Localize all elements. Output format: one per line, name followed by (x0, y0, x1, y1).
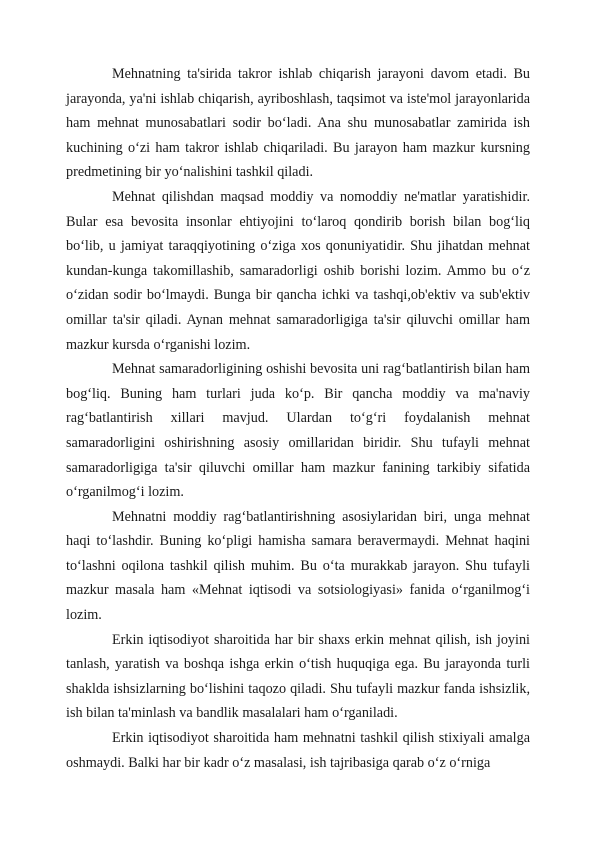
paragraph-5: Erkin iqtisodiyot sharoitida har bir shaxs erkin mehnat qilish, ish joyini tanlash, yaratish va boshqa ishga erkin o‘tish huquqiga ega. Bu jarayonda turli shaklda ishsizlarning bo‘lishini taqozo qiladi. Shu tufayli mazkur fanda ishsizlik, ish bilan ta'minlash va bandlik masalalari ham o‘rganiladi. (66, 631, 530, 722)
body-text (66, 62, 530, 775)
paragraph-6: Erkin iqtisodiyot sharoitida ham mehnatni tashkil qilish stixiyali amalga oshmaydi. Balki har bir kadr o‘z masalasi, ish tajribasiga qarab o‘z o‘rniga (66, 730, 530, 771)
paragraph-1: Mehnatning ta'sirida takror ishlab chiqarish jarayoni davom etadi. Bu jarayonda, ya'ni ishlab chiqarish, ayriboshlash, taqsimot va iste'mol jarayonlarida ham mehnat munosabatlari sodir bo‘ladi. Ana shu munosabatlar zamirida ish kuchining o‘zi ham takror ishlab chiqariladi. Bu jarayon ham mazkur kursning predmetining bir yo‘nalishini tashkil qiladi. (66, 66, 530, 181)
paragraph-4: Mehnatni moddiy rag‘batlantirishning asosiylaridan biri, unga mehnat haqi to‘lashdir. Buning ko‘pligi hamisha samara beravermaydi. Mehnat haqini to‘lashni oqilona tashkil qilish muhim. Bu o‘ta murakkab jarayon. Shu tufayli mazkur masala ham «Mehnat iqtisodi va sotsiologiyasi» fanida o‘rganilmog‘i lozim. (66, 508, 530, 624)
paragraph-2: Mehnat qilishdan maqsad moddiy va nomoddiy ne'matlar yaratishidir. Bular esa bevosita insonlar ehtiyojini to‘laroq qondirib borish bilan bog‘liq bo‘lib, u jamiyat taraqqiyotining o‘ziga xos qonuniyatidir. Shu jihatdan mehnat kundan-kunga takomillashib, samaradorligi oshib borishi lozim. Ammo bu o‘z o‘zidan sodir bo‘lmaydi. Bunga bir qancha ichki va tashqi,ob'ektiv va sub'ektiv omillar ta'sir qiladi. Aynan mehnat samaradorligiga ta'sir qiluvchi omillar ham mazkur kursda o‘rganishi lozim. (66, 188, 530, 353)
paragraph-3: Mehnat samaradorligining oshishi bevosita uni rag‘batlantirish bilan ham bog‘liq. Buning ham turlari juda ko‘p. Bir qancha moddiy va ma'naviy rag‘batlantirish xillari mavjud. Ulardan to‘g‘ri foydalanish mehnat samaradorligini oshirishning asosiy omillaridan biridir. Shu tufayli mehnat samaradorligiga ta'sir qiluvchi omillar ham mazkur fanining tarkibiy sifatida o‘rganilmog‘i lozim. (66, 361, 530, 501)
